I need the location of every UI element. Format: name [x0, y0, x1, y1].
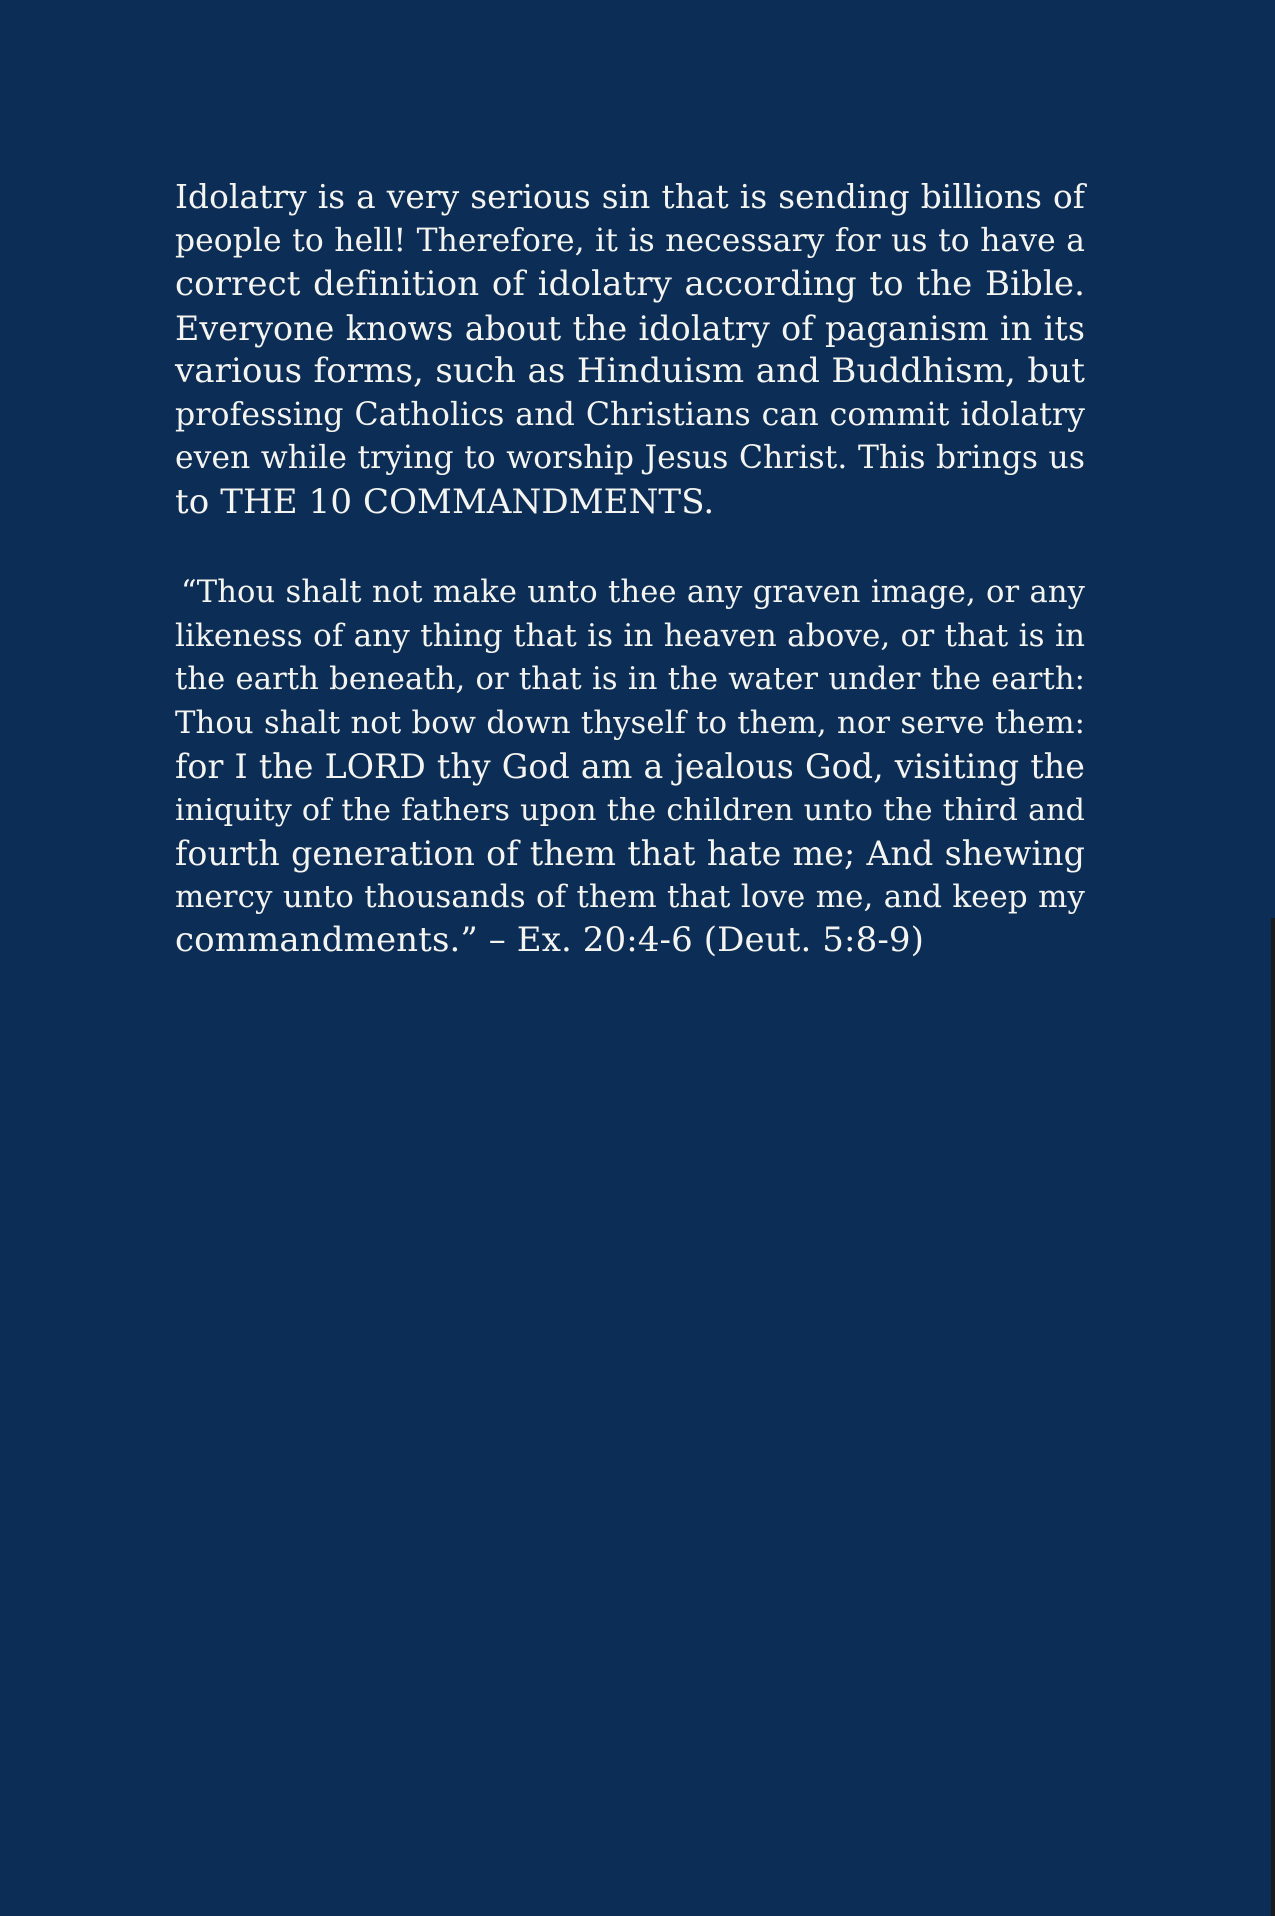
scripture-quote-paragraph [175, 571, 1085, 963]
quote-line: “Thou shalt not make unto thee any graven image, or any [181, 575, 1085, 610]
paragraph-line: Everyone knows about the idolatry of paganism in its [175, 308, 1085, 348]
quote-line: the earth beneath, or that is in the water under the earth: [175, 662, 1085, 697]
quote-line: for I the LORD thy God am a jealous God, visiting the [175, 747, 1085, 786]
paragraph-line: correct definition of idolatry according to the Bible. [175, 264, 1085, 304]
paragraph-line: to THE 10 COMMANDMENTS. [175, 481, 715, 522]
quote-citation-line: commandments.” – Ex. 20:4-6 (Deut. 5:8-9) [175, 920, 925, 960]
page-edge-shadow [1271, 918, 1275, 1916]
quote-line: iniquity of the fathers upon the children unto the third and [175, 792, 1085, 828]
quote-line: Thou shalt not bow down thyself to them, nor serve them: [175, 705, 1085, 741]
paragraph-line: various forms, such as Hinduism and Buddhism, but [175, 351, 1085, 391]
quote-line: mercy unto thousands of them that love me, and keep my [175, 878, 1085, 915]
intro-paragraph [175, 176, 1085, 524]
paragraph-line: people to hell! Therefore, it is necessary for us to have a [175, 222, 1085, 259]
paragraph-line: Idolatry is a very serious sin that is sending billions of [175, 178, 1085, 216]
quote-line: fourth generation of them that hate me; And shewing [175, 834, 1085, 873]
paragraph-line: professing Catholics and Christians can commit idolatry [175, 396, 1085, 433]
paragraph-line: even while trying to worship Jesus Christ. This brings us [175, 440, 1085, 476]
quote-line: likeness of any thing that is in heaven above, or that is in [175, 617, 1085, 654]
